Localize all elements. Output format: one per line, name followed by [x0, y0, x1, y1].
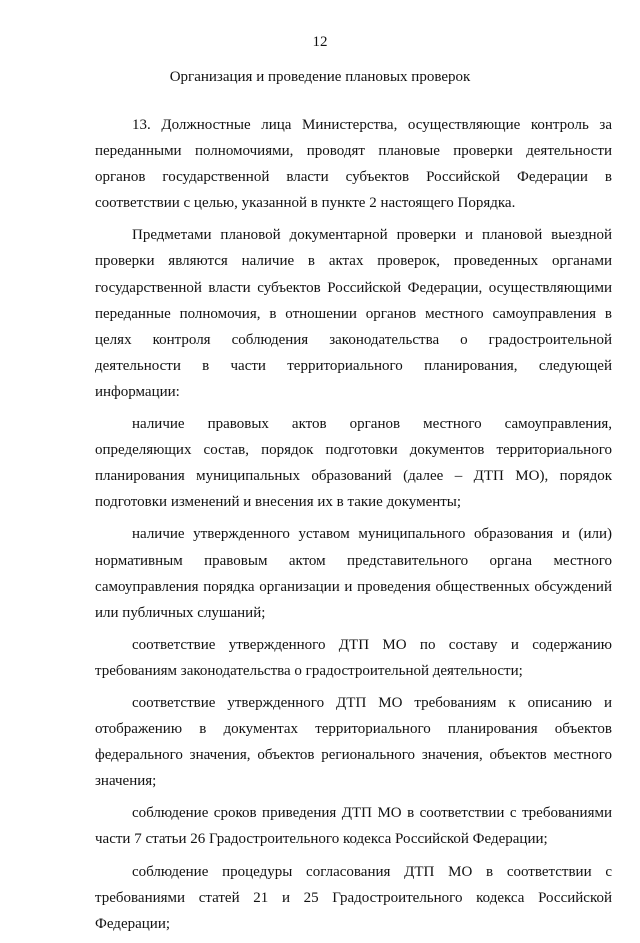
section-title: Организация и проведение плановых проверок	[169, 69, 471, 85]
list-item-public-hearings-procedure: наличие утвержденного уставом муниципального образования и (или) нормативным правовым актом представительного органа местного самоуправления порядка организации и проведения общественных обсуждений или публичных слушаний;	[95, 526, 612, 621]
document-body	[95, 112, 612, 943]
list-item-deadlines: соблюдение сроков приведения ДТП МО в соответствии с требованиями части 7 статьи 26 Градостроительного кодекса Российской Федерации;	[95, 805, 612, 848]
page-number: 12	[312, 34, 328, 50]
list-item-display-requirements: соответствие утвержденного ДТП МО требованиям к описанию и отображению в документах территориального планирования объектов федерального значения, объектов регионального значения, объектов местного значения;	[95, 694, 612, 790]
list-item-legal-acts: наличие правовых актов органов местного самоуправления, определяющих состав, порядок подготовки документов территориального планирования муниципальных образований (далее – ДТП МО), порядок подготовки изменений и внесения их в такие документы;	[95, 416, 612, 511]
list-item-approval-procedure: соблюдение процедуры согласования ДТП МО в соответствии с требованиями статей 21 и 25 Градостроительного кодекса Российской Федерации;	[95, 863, 612, 932]
paragraph-item-13: 13. Должностные лица Министерства, осуществляющие контроль за переданными полномочиями, проводят плановые проверки деятельности органов государственной власти субъектов Российской Федерации в соответствии с целью, указанной в пункте 2 настоящего Порядка.	[95, 117, 612, 212]
paragraph-subjects-of-inspection: Предметами плановой документарной проверки и плановой выездной проверки являются наличие в актах проверок, проведенных органами государственной власти субъектов Российской Федерации, осуществляющими переданные полномочия, в отношении органов местного самоуправления в целях контроля соблюдения законодательства о градостроительной деятельности в части территориального планирования, следующей информации:	[95, 227, 612, 400]
list-item-composition-compliance: соответствие утвержденного ДТП МО по составу и содержанию требованиям законодательства о градостроительной деятельности;	[95, 636, 612, 679]
